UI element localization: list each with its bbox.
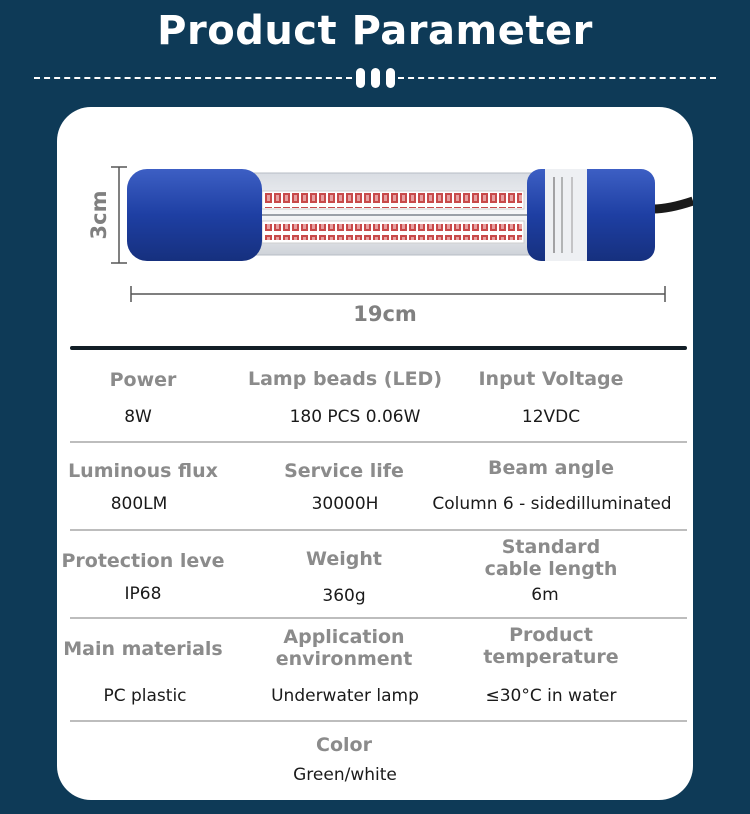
spec-label-weight: Weight [306, 548, 382, 570]
spec-label-materials: Main materials [63, 638, 223, 660]
spec-value-temperature: ≤30°C in water [485, 686, 617, 706]
spec-value-color: Green/white [293, 765, 397, 785]
spec-label-lamp-beads: Lamp beads (LED) [248, 368, 442, 390]
spec-value-power: 8W [124, 407, 152, 427]
spec-value-lamp-beads: 180 PCS 0.06W [289, 407, 421, 427]
length-dimension-line [131, 286, 665, 302]
divider-dash-left [34, 77, 352, 79]
spec-value-weight: 360g [322, 586, 366, 606]
spec-label-application: Application environment [275, 626, 413, 670]
spec-value-cable-length: 6m [531, 585, 559, 605]
title-divider [34, 66, 716, 90]
spec-value-input-voltage: 12VDC [521, 407, 581, 427]
row-divider [70, 529, 687, 531]
spec-label-luminous-flux: Luminous flux [68, 460, 218, 482]
row-divider [70, 720, 687, 722]
row-divider [70, 617, 687, 619]
row-divider [70, 441, 687, 443]
spec-value-service-life: 30000H [311, 494, 379, 514]
height-label: 3cm [87, 190, 111, 240]
spec-label-color: Color [316, 734, 372, 756]
divider-dots [356, 68, 396, 88]
spec-value-beam-angle: Column 6 - sidedilluminated [432, 494, 672, 514]
end-cap-left [127, 169, 262, 261]
height-dimension-line [111, 167, 127, 263]
spec-label-cable-length: Standard cable length [484, 536, 618, 580]
spec-card [57, 107, 693, 800]
spec-value-application: Underwater lamp [271, 686, 419, 706]
spec-label-temperature: Product temperature [483, 624, 619, 668]
spec-value-protection: IP68 [124, 584, 162, 604]
length-label: 19cm [353, 302, 417, 326]
cable [653, 201, 693, 209]
spec-label-input-voltage: Input Voltage [478, 368, 624, 390]
spec-label-beam-angle: Beam angle [488, 457, 614, 479]
spec-label-power: Power [109, 369, 177, 391]
divider-dash-right [398, 77, 716, 79]
spec-value-materials: PC plastic [103, 686, 187, 706]
spec-value-luminous-flux: 800LM [110, 494, 168, 514]
spec-label-protection: Protection leve [61, 550, 225, 572]
product-image [57, 107, 693, 327]
table-top-rule [70, 346, 687, 350]
spec-label-service-life: Service life [284, 460, 404, 482]
page-title: Product Parameter [157, 8, 593, 54]
cap-label [545, 169, 587, 261]
